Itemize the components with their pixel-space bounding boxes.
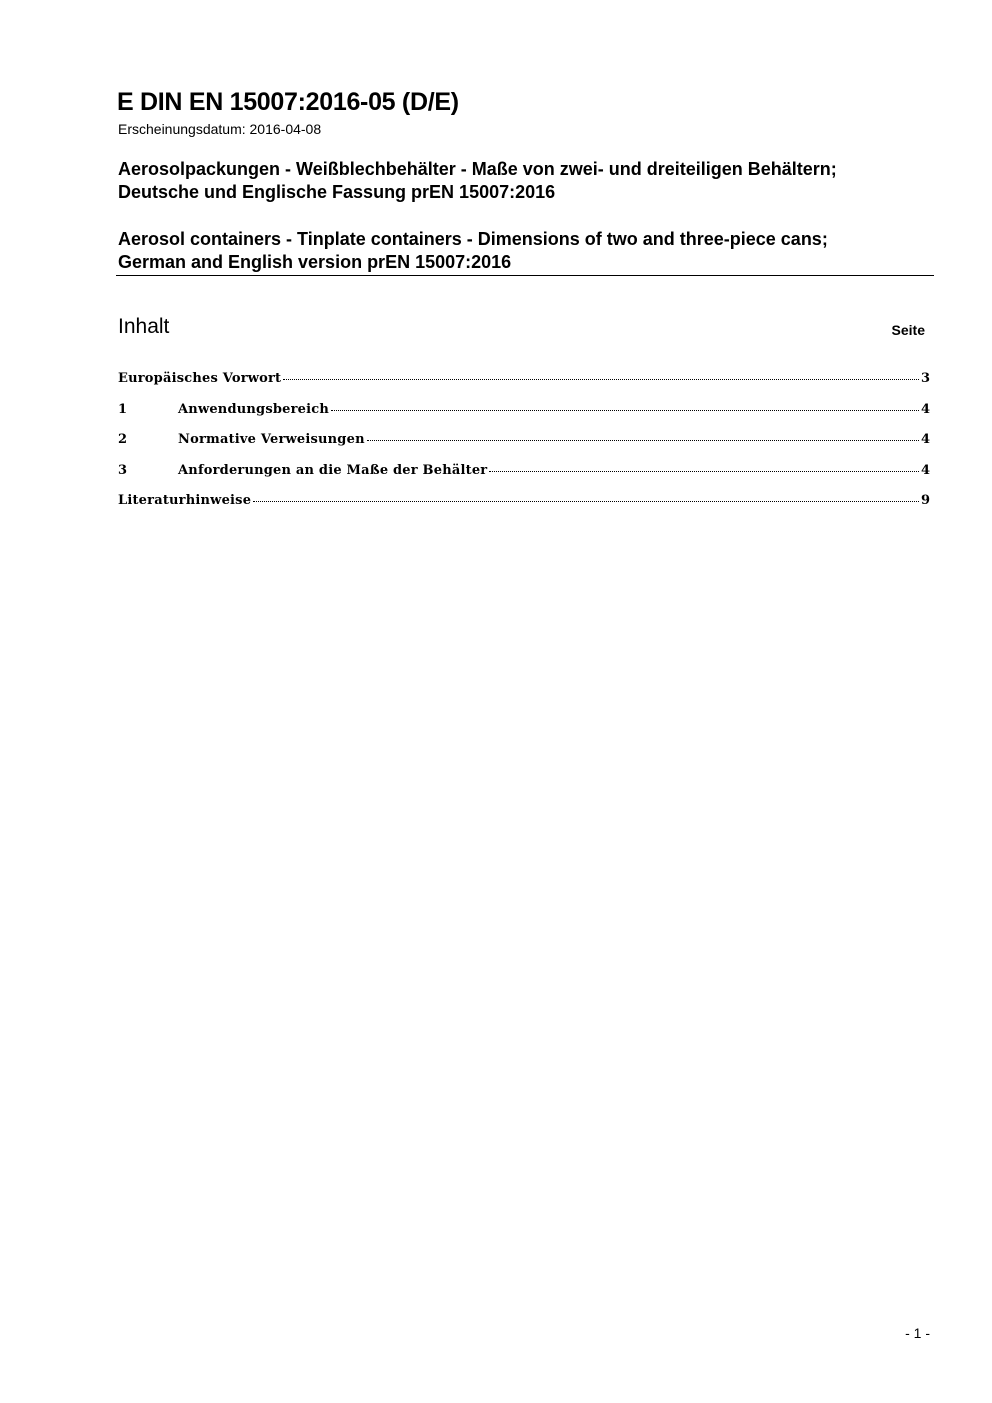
toc-entry-page: 3 <box>920 371 930 386</box>
toc-entry-scope[interactable] <box>118 402 930 433</box>
toc-entry-page: 4 <box>920 432 930 447</box>
toc-dot-leader <box>331 410 919 411</box>
document-id: E DIN EN 15007:2016-05 (D/E) <box>117 88 459 116</box>
toc-entry-label: Europäisches Vorwort <box>118 371 282 386</box>
toc-entry-page: 9 <box>920 493 930 508</box>
toc-entry-requirements[interactable] <box>118 463 930 494</box>
toc-dot-leader <box>283 379 919 380</box>
toc-dot-leader <box>253 501 919 502</box>
toc-entry-label: Anwendungsbereich <box>178 401 330 417</box>
toc-heading: Inhalt <box>118 315 170 338</box>
toc-page-column-heading: Seite <box>891 322 925 338</box>
publication-date: Erscheinungsdatum: 2016-04-08 <box>118 121 322 137</box>
title-english <box>118 228 828 274</box>
toc-entry-label: Normative Verweisungen <box>178 432 365 447</box>
title-german-line-2: Deutsche und Englische Fassung prEN 15007:2016 <box>118 182 556 202</box>
page-number: - 1 - <box>905 1325 930 1341</box>
toc-entry-label: Literaturhinweise <box>118 493 252 508</box>
toc-entry-number: 3 <box>118 462 128 478</box>
toc-entry-foreword[interactable] <box>118 371 930 402</box>
toc-entry-page: 4 <box>920 462 930 478</box>
title-german-line-1: Aerosolpackungen - Weißblechbehälter - Maße von zwei- und dreiteiligen Behältern; <box>118 159 837 179</box>
toc-entry-bibliography[interactable] <box>118 493 930 524</box>
toc-dot-leader <box>489 471 919 472</box>
title-english-line-2: German and English version prEN 15007:2016 <box>118 252 512 272</box>
title-english-line-1: Aerosol containers - Tinplate containers - Dimensions of two and three-piece cans; <box>118 229 828 249</box>
toc-entry-number: 1 <box>118 401 128 417</box>
header-divider <box>116 275 934 276</box>
toc-entry-number: 2 <box>118 432 128 447</box>
title-german <box>118 158 837 204</box>
table-of-contents <box>118 371 930 524</box>
toc-entry-page: 4 <box>920 401 930 417</box>
toc-entry-label: Anforderungen an die Maße der Behälter <box>178 462 488 478</box>
toc-entry-normative-references[interactable] <box>118 432 930 463</box>
toc-dot-leader <box>367 440 919 441</box>
